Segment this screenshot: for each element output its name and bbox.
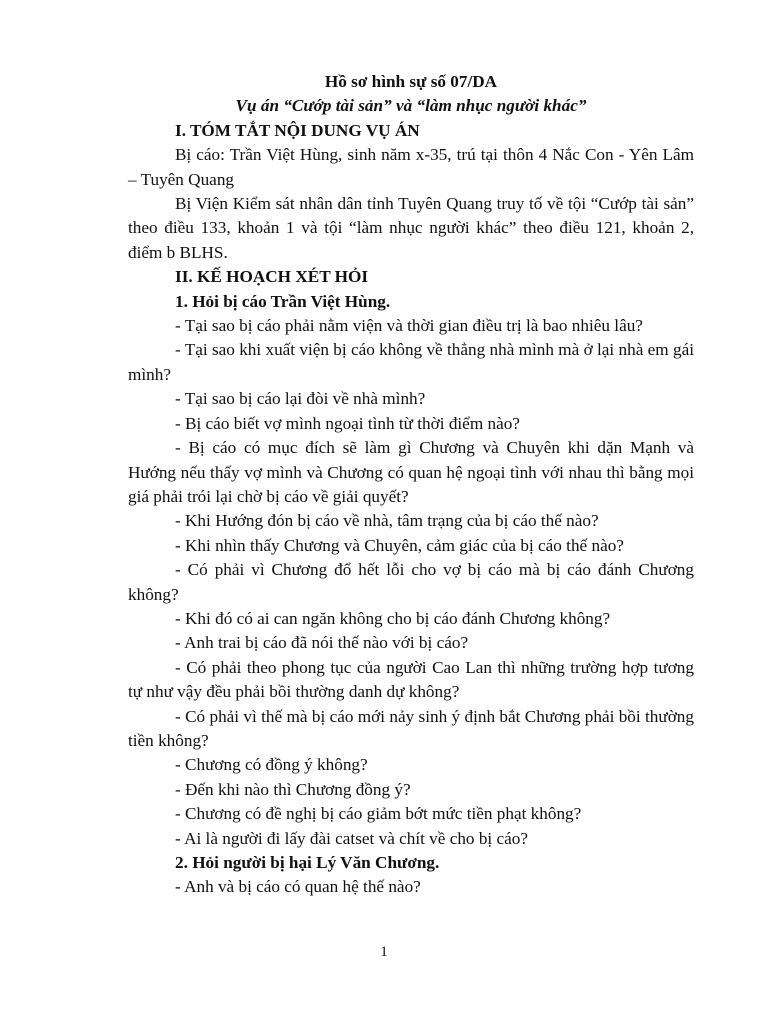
question-item: - Tại sao bị cáo phải nằm viện và thời gian điều trị là bao nhiêu lâu? [175,316,643,336]
question-item: - Khi Hướng đón bị cáo về nhà, tâm trạng của bị cáo thế nào? [175,511,599,531]
question-item: - Ai là người đi lấy đài catset và chít về cho bị cáo? [175,828,528,848]
question-item: - Tại sao khi xuất viện bị cáo không về thẳng nhà mình mà ở lại nhà em gái mình? [128,340,694,384]
question-item: - Tại sao bị cáo lại đòi về nhà mình? [175,389,426,409]
question-item: - Anh trai bị cáo đã nói thế nào với bị cáo? [175,633,469,653]
question-item: - Chương có đồng ý không? [175,755,368,775]
question-item: - Chương có đề nghị bị cáo giảm bớt mức tiền phạt không? [175,804,582,824]
question-item: - Bị cáo biết vợ mình ngoại tình từ thời điểm nào? [175,413,520,433]
question-item: - Bị cáo có mục đích sẽ làm gì Chương và Chuyên khi dặn Mạnh và Hướng nếu thấy vợ mình và Chương có quan hệ ngoại tình với nhau thì bằng mọi giá phải trói lại chờ bị cáo về giải quyết? [128,438,694,506]
question-item: - Có phải vì thế mà bị cáo mới nảy sinh ý định bắt Chương phải bồi thường tiền không? [128,706,694,750]
question-list-victim [128,875,694,899]
question-item: - Có phải vì Chương đổ hết lỗi cho vợ bị cáo mà bị cáo đánh Chương không? [128,560,694,604]
page-number: 1 [380,944,388,960]
paragraph-charges: Bị Viện Kiểm sát nhân dân tỉnh Tuyên Quang truy tố về tội “Cướp tài sản” theo điều 133, khoản 1 và tội “làm nhục người khác” theo điều 121, khoản 2, điểm b BLHS. [128,194,694,262]
paragraph-defendant: Bị cáo: Trần Việt Hùng, sinh năm x-35, trú tại thôn 4 Nắc Con - Yên Lâm – Tuyên Quang [128,145,694,189]
document-title: Hồ sơ hình sự số 07/DA [324,72,498,91]
section-heading-plan: II. KẾ HOẠCH XÉT HỎI [175,267,369,287]
question-item: - Có phải theo phong tục của người Cao Lan thì những trường hợp tương tự như vậy đều phải bồi thường danh dự không? [128,657,694,702]
document-subtitle: Vụ án “Cướp tài sản” và “làm nhục người khác” [235,96,587,116]
question-item: - Khi nhìn thấy Chương và Chuyên, cảm giác của bị cáo thế nào? [175,535,624,555]
section-heading-summary: I. TÓM TẮT NỘI DUNG VỤ ÁN [175,120,420,140]
subsection-heading-defendant: 1. Hỏi bị cáo Trần Việt Hùng. [175,291,391,311]
document-body [128,70,694,900]
subsection-heading-victim: 2. Hỏi người bị hại Lý Văn Chương. [175,853,440,872]
question-item: - Anh và bị cáo có quan hệ thế nào? [175,877,421,897]
question-item: - Khi đó có ai can ngăn không cho bị cáo đánh Chương không? [175,608,611,628]
question-list-defendant [128,314,694,851]
question-item: - Đến khi nào thì Chương đồng ý? [175,779,411,799]
